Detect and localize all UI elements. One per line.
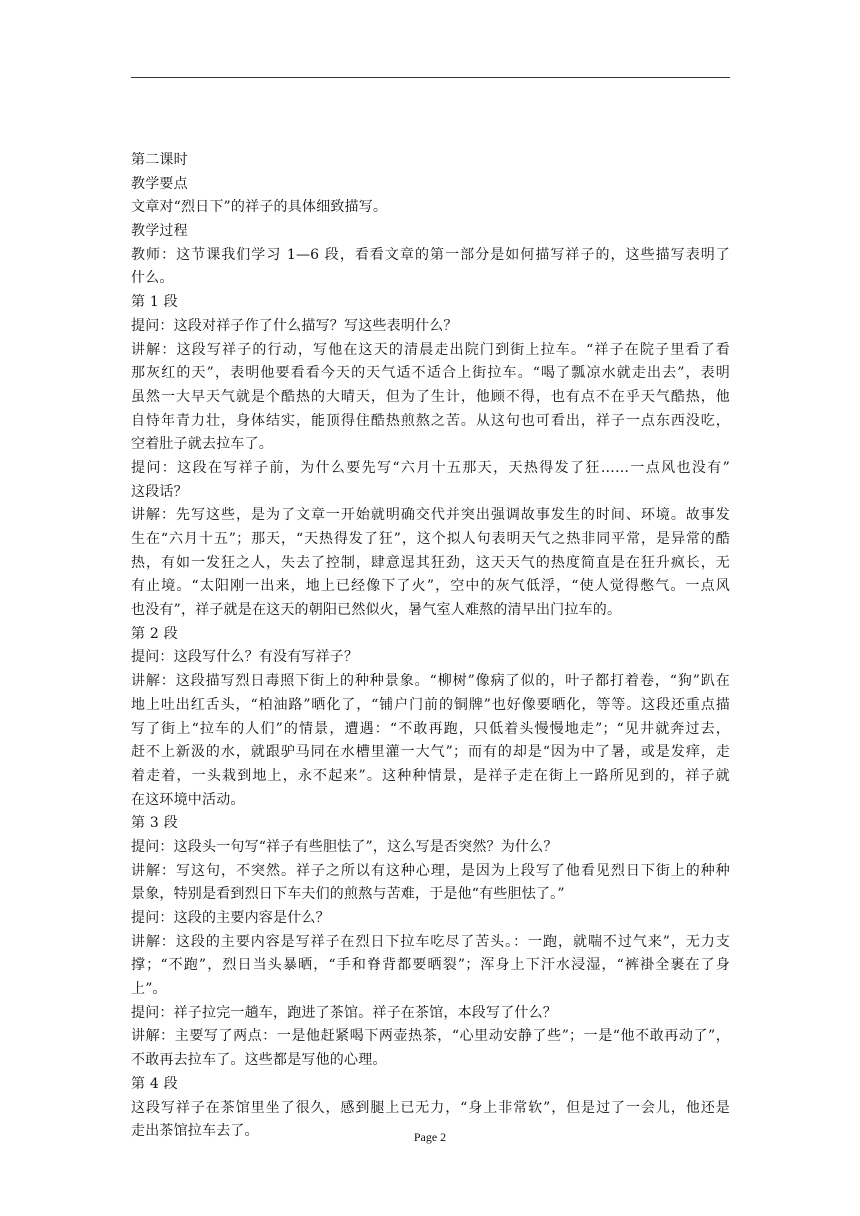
- text-line: 教学过程: [131, 223, 188, 240]
- text-line: 虽然一大早天气就是个酷热的大晴天，但为了生计，他顾不得，也有点不在乎天气酷热，他: [131, 388, 730, 405]
- text-line: 空着肚子就去拉车了。: [131, 436, 273, 453]
- text-line: 提问：这段写什么？有没有写祥子？: [131, 649, 359, 666]
- text-line: 文章对“烈日下”的祥子的具体细致描写。: [131, 199, 388, 216]
- page-footer: Page 2: [413, 1130, 447, 1144]
- text-line: 着走着，一头栽到地上，永不起来”。这种种情景，是祥子走在街上一路所见到的，祥子就: [131, 767, 730, 784]
- text-line: 这段写祥子在茶馆里坐了很久，感到腿上已无力，“身上非常软”，但是过了一会儿，他还是: [131, 1099, 730, 1116]
- text-line: 第二课时: [131, 152, 188, 168]
- text-line: 讲解：这段写祥子的行动，写他在这天的清晨走出院门到街上拉车。“祥子在院子里看了看: [131, 341, 730, 358]
- text-line: 第 4 段: [131, 1075, 178, 1092]
- text-line: 讲解：主要写了两点：一是他赶紧喝下两壶热茶，“心里动安静了些”；一是“他不敢再动了”，: [131, 1028, 730, 1045]
- text-line: 什么。: [131, 270, 174, 287]
- text-line: 第 3 段: [131, 815, 178, 832]
- text-line: 讲解：先写这些，是为了文章一开始就明确交代并突出强调故事发生的时间、环境。故事发: [131, 507, 730, 524]
- text-line: 写了街上“拉车的人们”的情景，遭遇：“不敢再跑，只低着头慢慢地走”；“见井就奔过去，: [131, 720, 730, 737]
- text-line: 赶不上新汲的水，就跟驴马同在水槽里灌一大气”；而有的却是“因为中了暑，或是发痒，走: [131, 744, 730, 761]
- text-line: 讲解：这段描写烈日毒照下街上的种种景象。“柳树”像病了似的，叶子都打着卷，“狗”趴在: [131, 673, 730, 690]
- header-rule: [131, 77, 730, 78]
- text-line: 教学要点: [131, 175, 188, 192]
- text-line: 第 2 段: [131, 625, 178, 642]
- text-line: 上”。: [131, 981, 167, 998]
- text-line: 不敢再去拉车了。这些都是写他的心理。: [131, 1052, 387, 1069]
- document-body: [131, 149, 730, 1144]
- text-line: 提问：祥子拉完一趟车，跑进了茶馆。祥子在茶馆，本段写了什么？: [131, 1004, 557, 1021]
- text-line: 讲解：写这句，不突然。祥子之所以有这种心理，是因为上段写了他看见烈日下街上的种种: [131, 862, 730, 879]
- text-line: 也没有”，祥子就是在这天的朝阳已然似火，暑气室人难熬的清早出门拉车的。: [131, 602, 622, 619]
- text-line: 教师：这节课我们学习 1—6 段，看看文章的第一部分是如何描写祥子的，这些描写表明了: [131, 246, 730, 263]
- text-line: 自恃年青力壮，身体结实，能顶得住酷热煎熬之苦。从这句也可看出，祥子一点东西没吃，: [131, 412, 730, 429]
- text-line: 提问：这段对祥子作了什么描写？写这些表明什么？: [131, 317, 458, 334]
- text-line: 这段话？: [131, 483, 188, 500]
- text-line: 热，有如一发狂之人，失去了控制，肆意逞其狂劲，这天天气的热度简直是在狂升疯长，无: [131, 554, 730, 571]
- text-line: 生在“六月十五”；那天，“天热得发了狂”，这个拟人句表明天气之热非同平常，是异常的酷: [131, 531, 730, 547]
- text-line: 那灰红的天”，表明他要看看今天的天气适不适合上街拉车。“喝了瓢凉水就走出去”，表明: [131, 365, 730, 382]
- text-line: 在这环境中活动。: [131, 791, 245, 808]
- text-line: 提问：这段的主要内容是什么？: [131, 910, 330, 926]
- text-line: 提问：这段在写祥子前，为什么要先写“六月十五那天，天热得发了狂……一点风也没有”: [131, 459, 730, 476]
- text-line: 地上吐出红舌头，“柏油路”晒化了，“铺户门前的铜牌”也好像要晒化，等等。这段还重点描: [131, 696, 730, 713]
- text-line: 第 1 段: [131, 294, 178, 311]
- text-line: 有止境。“太阳刚一出来，地上已经像下了火”，空中的灰气低浮，“使人觉得憋气。一点风: [131, 578, 730, 595]
- text-line: 讲解：这段的主要内容是写祥子在烈日下拉车吃尽了苦头。：一跑，就喘不过气来”，无力支: [131, 933, 730, 950]
- text-line: 走出茶馆拉车去了。: [131, 1123, 259, 1140]
- text-line: 撑；“不跑”，烈日当头暴晒，“手和脊背都要晒裂”；浑身上下汗水浸湿，“裤褂全裹在了身: [131, 957, 730, 974]
- text-line: 提问：这段头一句写“祥子有些胆怯了”，这么写是否突然？为什么？: [131, 838, 558, 855]
- text-line: 景象，特别是看到烈日下车夫们的煎熬与苦难，于是他“有些胆怯了。”: [131, 886, 565, 903]
